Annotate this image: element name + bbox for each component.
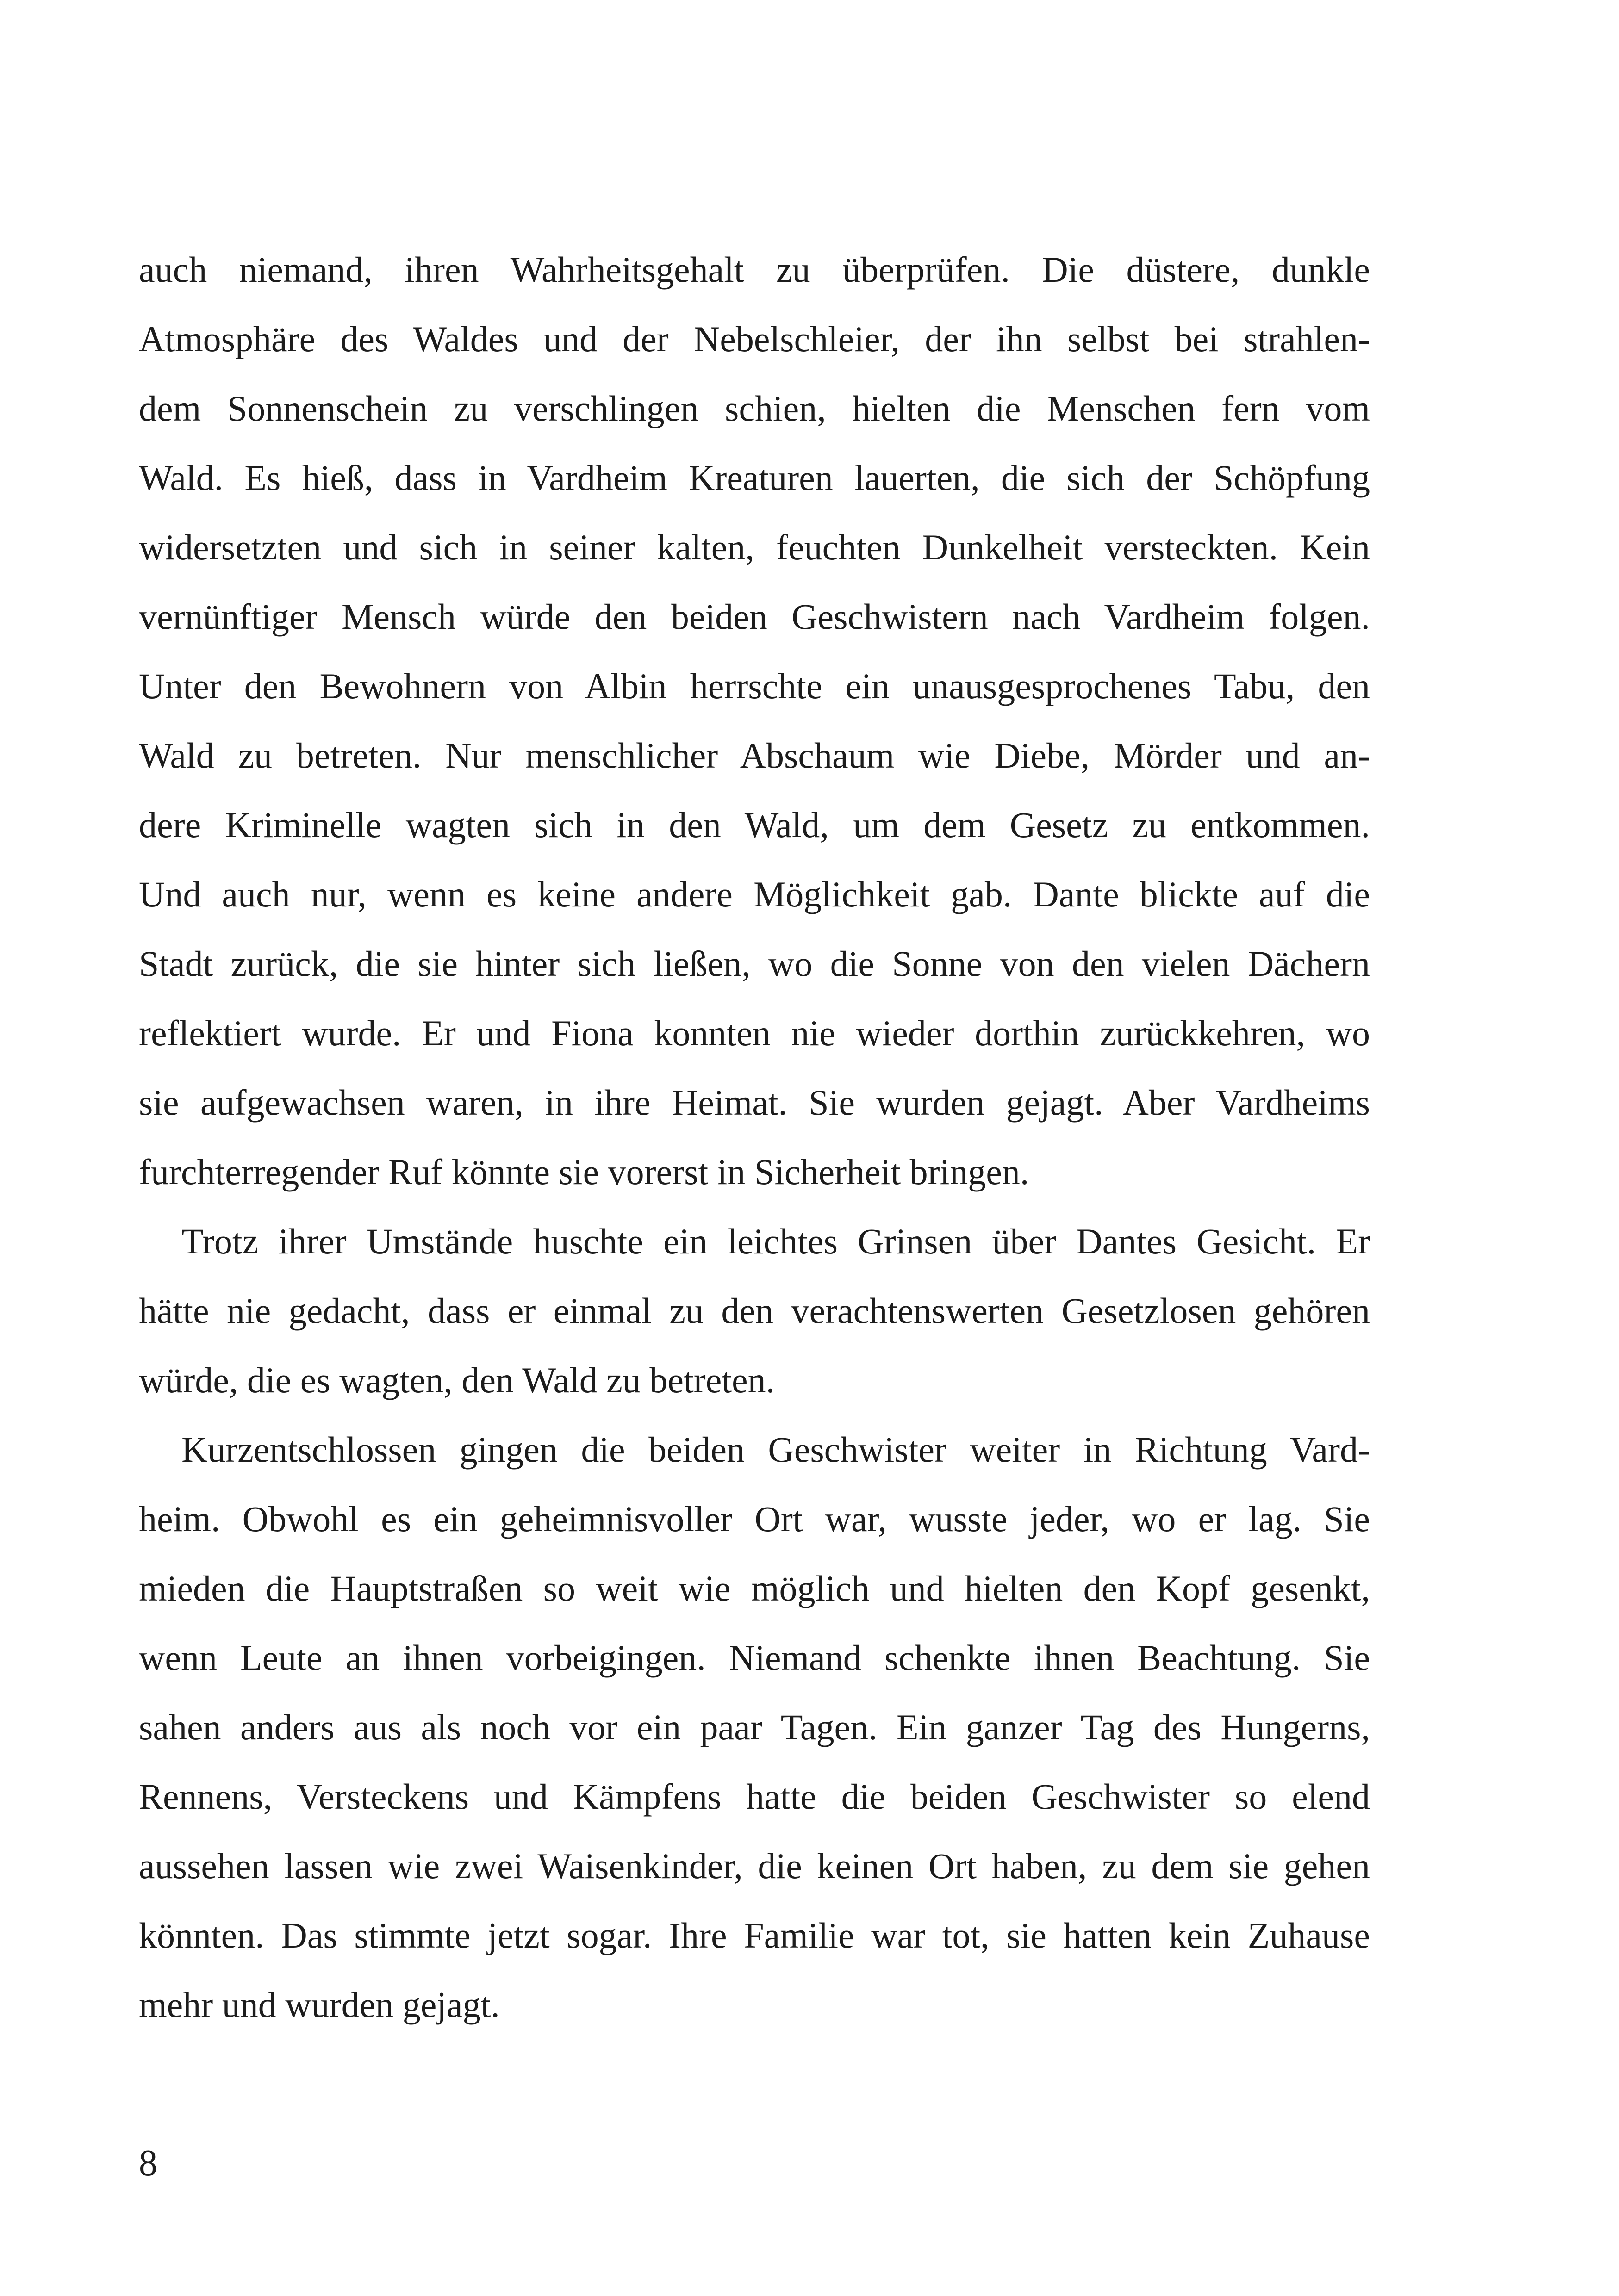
text-line: Atmosphäre des Waldes und der Nebelschleier, der ihn selbst bei strahlen-: [139, 319, 1370, 359]
text-line: Stadt zurück, die sie hinter sich ließen, wo die Sonne von den vielen Dächern: [139, 943, 1370, 984]
text-line: Kurzentschlossen gingen die beiden Geschwister weiter in Richtung Vard-: [181, 1429, 1370, 1470]
text-line: hätte nie gedacht, dass er einmal zu den verachtenswerten Gesetzlosen gehören: [139, 1291, 1370, 1331]
text-line: reflektiert wurde. Er und Fiona konnten nie wieder dorthin zurückkehren, wo: [139, 1013, 1370, 1053]
text-line: Trotz ihrer Umstände huschte ein leichtes Grinsen über Dantes Gesicht. Er: [181, 1221, 1370, 1261]
text-line: widersetzten und sich in seiner kalten, feuchten Dunkelheit versteckten. Kein: [139, 527, 1370, 567]
text-line: würde, die es wagten, den Wald zu betreten.: [139, 1360, 775, 1400]
text-line: dem Sonnenschein zu verschlingen schien, hielten die Menschen fern vom: [139, 388, 1370, 428]
text-line: könnten. Das stimmte jetzt sogar. Ihre Familie war tot, sie hatten kein Zuhause: [139, 1915, 1370, 1955]
text-line: aussehen lassen wie zwei Waisenkinder, die keinen Ort haben, zu dem sie gehen: [139, 1846, 1370, 1886]
paragraph: [139, 1415, 1370, 2040]
text-line: mehr und wurden gejagt.: [139, 1985, 500, 2025]
text-line: sahen anders aus als noch vor ein paar Tagen. Ein ganzer Tag des Hungerns,: [139, 1707, 1370, 1747]
text-line: sie aufgewachsen waren, in ihre Heimat. Sie wurden gejagt. Aber Vardheims: [139, 1082, 1370, 1123]
text-line: mieden die Hauptstraßen so weit wie möglich und hielten den Kopf gesenkt,: [139, 1568, 1370, 1608]
text-line: Wald zu betreten. Nur menschlicher Abschaum wie Diebe, Mörder und an-: [139, 735, 1370, 776]
text-line: heim. Obwohl es ein geheimnisvoller Ort war, wusste jeder, wo er lag. Sie: [139, 1499, 1370, 1539]
body-text: [139, 235, 1370, 2040]
text-line: Rennens, Versteckens und Kämpfens hatte die beiden Geschwister so elend: [139, 1776, 1370, 1817]
paragraph: [139, 235, 1370, 1207]
text-line: wenn Leute an ihnen vorbeigingen. Niemand schenkte ihnen Beachtung. Sie: [139, 1638, 1370, 1678]
text-line: furchterregender Ruf könnte sie vorerst in Sicherheit bringen.: [139, 1152, 1029, 1192]
page-number: 8: [139, 2143, 157, 2184]
text-line: Wald. Es hieß, dass in Vardheim Kreaturen lauerten, die sich der Schöpfung: [139, 458, 1370, 498]
paragraph: [139, 1207, 1370, 1415]
text-line: Unter den Bewohnern von Albin herrschte ein unausgesprochenes Tabu, den: [139, 666, 1370, 706]
text-line: auch niemand, ihren Wahrheitsgehalt zu überprüfen. Die düstere, dunkle: [139, 249, 1370, 290]
text-line: dere Kriminelle wagten sich in den Wald, um dem Gesetz zu entkommen.: [139, 805, 1370, 845]
text-line: vernünftiger Mensch würde den beiden Geschwistern nach Vardheim folgen.: [139, 596, 1370, 637]
text-line: Und auch nur, wenn es keine andere Möglichkeit gab. Dante blickte auf die: [139, 874, 1370, 914]
